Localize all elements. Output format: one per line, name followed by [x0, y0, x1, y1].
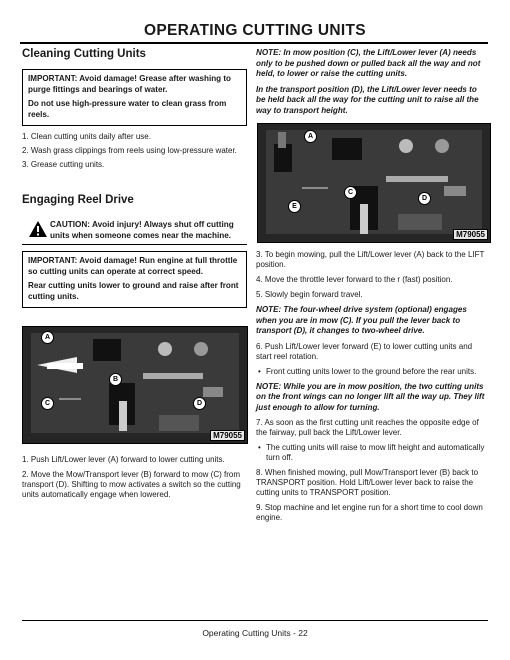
control-panel-photo: [258, 124, 490, 242]
title-rule: [20, 42, 488, 44]
step-text: 1. Push Lift/Lower lever (A) forward to lower cutting units.: [22, 455, 225, 464]
control-panel-photo: [23, 327, 247, 443]
important-text: IMPORTANT: Avoid damage! Run engine at full throttle so cutting units can operate at correct speed.: [28, 256, 238, 276]
page-footer: Operating Cutting Units - 22: [202, 628, 308, 638]
bullet-item: • Front cutting units lower to the ground before the rear units.: [256, 367, 488, 377]
step-text: 9. Stop machine and let engine run for a short time to cool down engine.: [256, 503, 483, 522]
callout-d: D: [193, 397, 206, 410]
figure-control-panel-left: [22, 326, 248, 444]
step-text: 3. To begin mowing, pull the Lift/Lower lever (A) back to the LIFT position.: [256, 250, 485, 269]
footer-rule: [22, 620, 488, 621]
note-mow-position: NOTE: In mow position (C), the Lift/Lower lever (A) needs only to be pushed down or pulled back all the way and not held, to lower or raise the cutting units.: [256, 48, 481, 78]
step-text: 7. As soon as the first cutting unit reaches the opposite edge of the fairway, pull back the Lift/Lower lever.: [256, 418, 479, 437]
figure-control-panel-right: [257, 123, 491, 243]
important-text: Do not use high-pressure water to clean grass from reels.: [28, 99, 227, 119]
figure-label: M79055: [453, 229, 488, 240]
callout-a: A: [304, 130, 317, 143]
callout-a: A: [41, 331, 54, 344]
callout-c: C: [41, 397, 54, 410]
step-text: 2. Wash grass clippings from reels using low-pressure water.: [22, 146, 237, 155]
step-text: 5. Slowly begin forward travel.: [256, 290, 363, 299]
left-column-lower: [22, 455, 247, 500]
step-text: 6. Push Lift/Lower lever forward (E) to lower cutting units and start reel rotation.: [256, 341, 473, 361]
callout-e: E: [288, 200, 301, 213]
page-title: OPERATING CUTTING UNITS: [144, 22, 366, 39]
step-text: 3. Grease cutting units.: [22, 160, 105, 169]
step-text: 8. When finished mowing, pull Mow/Transport lever (B) back to TRANSPORT position. Hold Lift/Lower lever back to raise the cutting units to TRANSPORT position.: [256, 468, 479, 497]
bullet-item: • The cutting units will raise to mow lift height and automatically turn off.: [256, 443, 488, 463]
step-text: 4. Move the throttle lever forward to the r (fast) position.: [256, 275, 453, 284]
engaging-heading: Engaging Reel Drive: [22, 194, 134, 206]
important-box-engaging: [22, 251, 247, 308]
cleaning-steps: [22, 132, 247, 170]
caution-text: CAUTION: Avoid injury! Always shut off cutting units when someone comes near the machine.: [50, 220, 234, 240]
figure-label: M79055: [210, 430, 245, 441]
note-front-wings: NOTE: While you are in mow position, the two cutting units on the front wings can no longer lift all the way up. They lift just enough to allow for turning.: [256, 381, 485, 412]
step-text: 2. Move the Mow/Transport lever (B) forward to mow (C) from transport (D). Shifting to mow activates a switch so the cutting units automatically engage when lowered.: [22, 470, 241, 499]
note-four-wheel-drive: NOTE: The four-wheel drive system (optional) engages when you are in mow (C). If you pull the lever back to transport (D), it changes to two-wheel drive.: [256, 305, 467, 335]
right-column: [256, 48, 488, 116]
note-transport-position: In the transport position (D), the Lift/Lower lever needs to be held back all the way for the cutting unit to raise all the way to transport height.: [256, 84, 479, 115]
important-text: Rear cutting units lower to ground and raise after front cutting units.: [28, 281, 239, 301]
right-column-lower: [256, 250, 488, 523]
caution-block: [22, 220, 247, 245]
callout-d: D: [418, 192, 431, 205]
left-column: [22, 48, 247, 308]
important-box-cleaning: [22, 69, 247, 126]
step-text: 1. Clean cutting units daily after use.: [22, 132, 151, 141]
callout-c: C: [344, 186, 357, 199]
cleaning-heading: Cleaning Cutting Units: [22, 48, 146, 60]
warning-icon: [28, 220, 48, 238]
important-text: IMPORTANT: Avoid damage! Grease after washing to purge fittings and bearings of water.: [28, 74, 231, 94]
callout-b: B: [109, 373, 122, 386]
